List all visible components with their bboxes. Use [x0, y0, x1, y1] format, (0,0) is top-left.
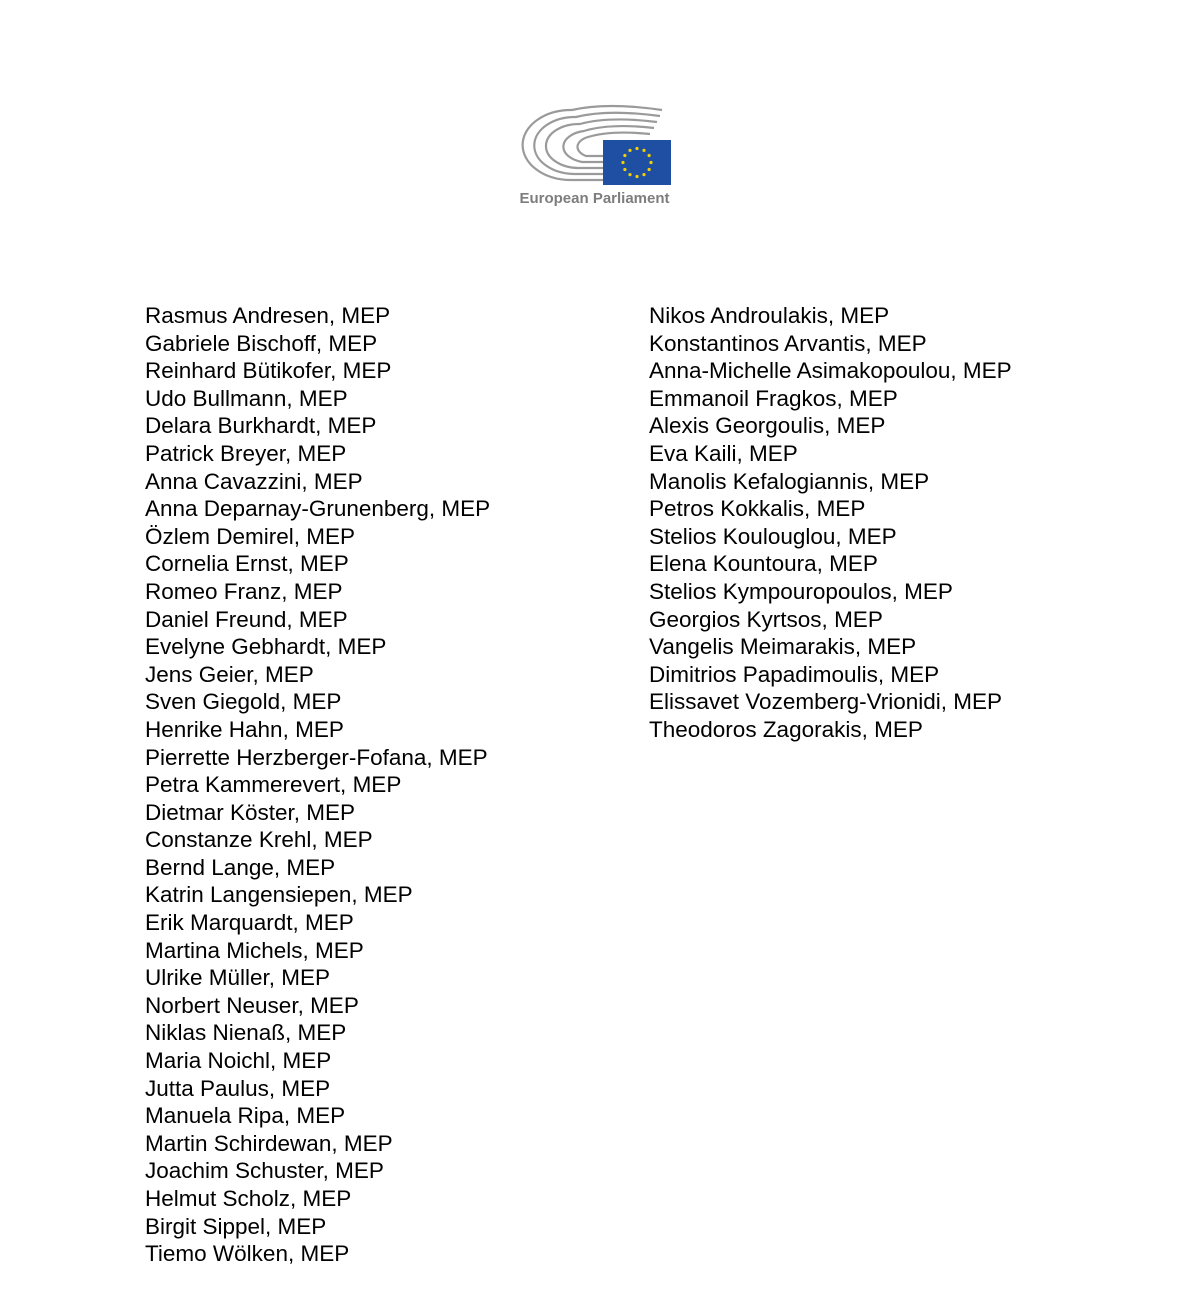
signatory-name: Anna-Michelle Asimakopoulou, MEP [649, 358, 1012, 384]
signatory-name: Dietmar Köster, MEP [145, 799, 356, 825]
signatory-name: Alexis Georgoulis, MEP [649, 413, 886, 439]
eu-star-icon [623, 168, 626, 171]
eu-star-icon [642, 173, 645, 176]
signatory-name: Martin Schirdewan, MEP [145, 1130, 393, 1156]
signatory-name: Eva Kaili, MEP [649, 440, 798, 466]
signatory-name: Jutta Paulus, MEP [145, 1075, 331, 1101]
signatory-name: Evelyne Gebhardt, MEP [145, 634, 387, 660]
signatory-name: Bernd Lange, MEP [145, 854, 336, 880]
eu-star-icon [635, 175, 638, 178]
logo-text: European Parliament [519, 190, 670, 207]
signatory-name: Rasmus Andresen, MEP [145, 303, 391, 328]
eu-star-icon [642, 149, 645, 152]
signatories-left-column [145, 302, 490, 1268]
signatory-name: Jens Geier, MEP [145, 661, 314, 687]
signatory-name: Pierrette Herzberger-Fofana, MEP [145, 744, 488, 770]
signatory-name: Reinhard Bütikofer, MEP [145, 358, 392, 384]
eu-star-icon [628, 149, 631, 152]
signatory-name: Manuela Ripa, MEP [145, 1103, 346, 1129]
signatory-name: Stelios Kympouropoulos, MEP [649, 578, 953, 604]
signatory-name: Petros Kokkalis, MEP [649, 496, 866, 522]
signatory-name: Patrick Breyer, MEP [145, 440, 347, 466]
signatory-name: Cornelia Ernst, MEP [145, 551, 349, 577]
signatories-right-column [649, 302, 1012, 744]
signatory-name: Sven Giegold, MEP [145, 689, 342, 715]
european-parliament-logo [512, 100, 682, 215]
signatory-name: Elena Kountoura, MEP [649, 551, 878, 577]
signatory-name: Helmut Scholz, MEP [145, 1186, 352, 1211]
eu-star-icon [635, 147, 638, 150]
signatory-name: Romeo Franz, MEP [145, 578, 343, 604]
signatory-name: Dimitrios Papadimoulis, MEP [649, 661, 940, 687]
signatory-name: Gabriele Bischoff, MEP [145, 330, 378, 356]
signatory-name: Elissavet Vozemberg-Vrionidi, MEP [649, 689, 1003, 715]
signatory-name: Niklas Nienaß, MEP [145, 1020, 347, 1046]
signatory-name: Birgit Sippel, MEP [145, 1213, 327, 1239]
signatory-name: Theodoros Zagorakis, MEP [649, 716, 923, 742]
signatory-name: Stelios Koulouglou, MEP [649, 523, 897, 549]
eu-star-icon [628, 173, 631, 176]
signatory-name: Delara Burkhardt, MEP [145, 413, 377, 439]
signatory-name: Özlem Demirel, MEP [145, 523, 356, 549]
eu-star-icon [648, 168, 651, 171]
signatory-name: Norbert Neuser, MEP [145, 992, 359, 1018]
eu-star-icon [621, 161, 624, 164]
signatory-name: Petra Kammerevert, MEP [145, 772, 402, 798]
signatory-name: Erik Marquardt, MEP [145, 910, 354, 936]
signatory-name: Udo Bullmann, MEP [145, 385, 348, 411]
eu-star-icon [623, 154, 626, 157]
signatory-name: Tiemo Wölken, MEP [145, 1241, 350, 1267]
signatory-name: Katrin Langensiepen, MEP [145, 882, 413, 908]
eu-star-icon [648, 154, 651, 157]
signatory-name: Vangelis Meimarakis, MEP [649, 634, 917, 660]
signatory-name: Manolis Kefalogiannis, MEP [649, 468, 930, 494]
signatory-name: Anna Deparnay-Grunenberg, MEP [145, 496, 491, 522]
signatory-name: Anna Cavazzini, MEP [145, 468, 363, 494]
signatory-name: Nikos Androulakis, MEP [649, 303, 890, 328]
signatory-name: Emmanoil Fragkos, MEP [649, 385, 898, 411]
signatory-name: Georgios Kyrtsos, MEP [649, 606, 883, 632]
signatory-name: Daniel Freund, MEP [145, 606, 348, 632]
signatory-name: Konstantinos Arvantis, MEP [649, 330, 927, 356]
signatory-name: Maria Noichl, MEP [145, 1048, 332, 1074]
eu-star-icon [649, 161, 652, 164]
signatory-name: Constanze Krehl, MEP [145, 827, 373, 853]
signatory-name: Martina Michels, MEP [145, 937, 364, 963]
signatory-name: Joachim Schuster, MEP [145, 1158, 384, 1184]
european-parliament-logo-icon [512, 100, 682, 190]
signatory-name: Ulrike Müller, MEP [145, 965, 331, 991]
signatory-name: Henrike Hahn, MEP [145, 716, 344, 742]
